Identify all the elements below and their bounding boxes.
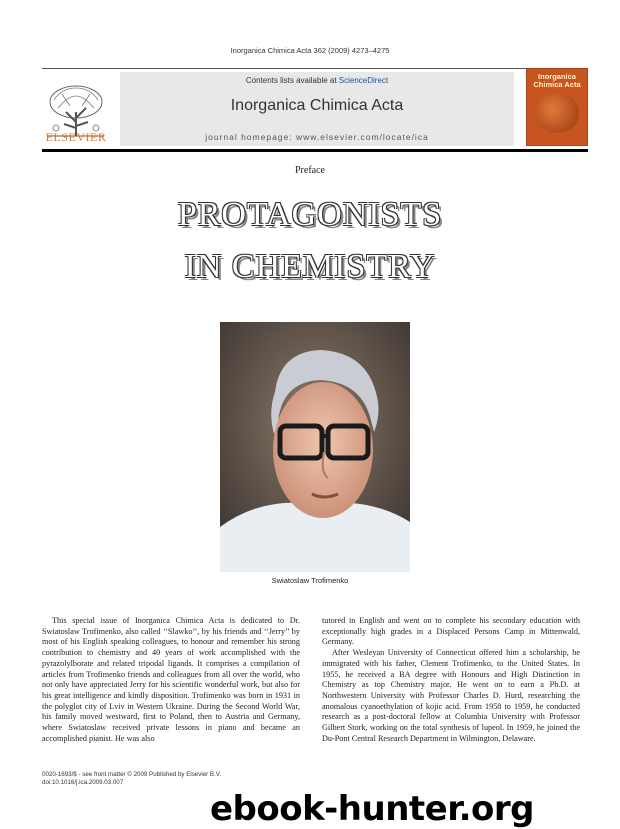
portrait-photo (220, 322, 410, 572)
front-matter-footer (42, 771, 302, 787)
contents-availability (120, 76, 514, 85)
journal-homepage-link[interactable]: journal homepage: www.elsevier.com/locate/ica (205, 132, 429, 142)
portrait-illustration (220, 322, 410, 572)
section-label: Preface (295, 165, 325, 176)
journal-title: Inorganica Chimica Acta (230, 97, 404, 114)
cover-title: Inorganica Chimica Acta (533, 72, 581, 89)
copyright-line: 0020-1693/$ - see front matter © 2009 Published by Elsevier B.V. (42, 771, 222, 778)
paragraph: After Wesleyan University of Connecticut offered him a scholarship, he immigrated with his father, Clement Trofimenko, to the United States. In 1955, he received a BA degree with Honours and High Distinction in Chemistry as top Chemistry major. He went on to earn a Ph.D. at Northwestern University with Professor Charles D. Hurd, researching the anomalous cyanoethylation of kojic acid. From 1958 to 1959, he conducted research as a post-doctoral fellow at Columbia University with Professor Gilbert Stork, working on the total synthesis of lupeol. In 1959, he joined the Du-Pont Central Research Department in Wilmington, Delaware. (322, 648, 580, 743)
body-column-right (322, 616, 580, 744)
body-column-left (42, 616, 300, 744)
paragraph: This special issue of Inorganica Chimica Acta is dedicated to Dr. Swiatoslaw Trofimenko, also called ‘‘Slawko’’, by his friends and ‘‘Jerry’’ by most of his English speaking colleagues, to honour and remember his strong contribution to chemistry and 40 years of work accomplished with the pyrazolylborate and related tripodal ligands. It comprises a compilation of articles from Trofimenko friends and colleagues from all over the world, who not only have appreciated Jerry for his scientific wonderful work, but also for his great intelligence and kindly disposition. Trofimenko was born in 1931 in the polyglot city of Lviv in Western Ukraine. During the Second World War, his family moved westward, first to Poland, then to Austria and Germany, where Swiatoslaw received private lessons in piano and became an accomplished pianist. He was also (42, 616, 300, 743)
header-rule (42, 68, 530, 69)
doi-line: doi:10.1016/j.ica.2009.03.007 (42, 779, 124, 786)
header-divider (42, 149, 588, 152)
paragraph: tutored in English and went on to complete his secondary education with exceptionally high grades in a Displaced Persons Camp in Mittenwald, Germany. (322, 616, 580, 647)
sciencedirect-link[interactable]: ScienceDirect (338, 76, 389, 85)
title-line-2: IN CHEMISTRY (184, 248, 436, 285)
publisher-wordmark: ELSEVIER (45, 130, 107, 144)
title-line-1: PROTAGONISTS (177, 196, 443, 233)
watermark: ebook-hunter.org (209, 789, 535, 829)
cover-artwork (535, 93, 579, 133)
journal-citation: Inorganica Chimica Acta 362 (2009) 4273–4275 (230, 46, 390, 55)
journal-cover (526, 68, 588, 146)
photo-caption: Swiatoslaw Trofimenko (271, 576, 349, 585)
contents-prefix: Contents lists available at (245, 76, 339, 85)
